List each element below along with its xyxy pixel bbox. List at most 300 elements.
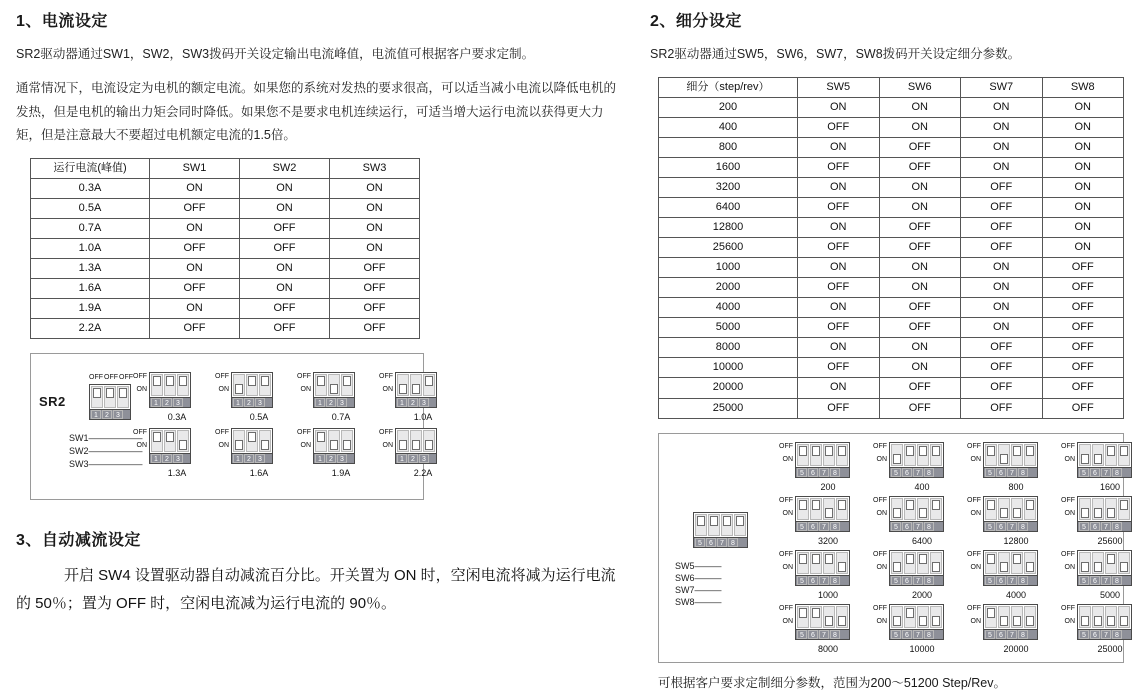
switch-cell-200 [779, 442, 861, 492]
off-label: OFF [967, 550, 981, 558]
dip-switch-channel-8[interactable] [1118, 552, 1130, 574]
table-cell: ON [1042, 137, 1124, 157]
table-cell: 2000 [659, 278, 798, 298]
dip-switch-channel-2[interactable] [246, 374, 258, 396]
dip-switch-channel-1[interactable] [315, 374, 327, 396]
dip-switch-channel-6[interactable] [1092, 444, 1104, 466]
dip-switch-lever [919, 508, 927, 518]
dip-switch-body [983, 550, 1038, 576]
table-cell: OFF [961, 398, 1043, 418]
switch-caption: 1.9A [331, 468, 351, 479]
dip-switch-channel-6[interactable] [904, 606, 916, 628]
on-label: ON [782, 509, 793, 517]
dip-switch-channel-7[interactable] [1105, 444, 1117, 466]
dip-switch-channel-8[interactable] [1024, 498, 1036, 520]
dip-switch-lever [1013, 446, 1021, 456]
dip-switch[interactable] [1077, 442, 1132, 478]
dip-switch-lever [799, 500, 807, 510]
dip-switch-number: 8 [1112, 630, 1122, 639]
dip-switch-channel-1[interactable] [151, 374, 163, 396]
dip-switch-numbers [983, 468, 1038, 478]
dip-switch-channel-1[interactable] [151, 430, 163, 452]
switch-row [133, 372, 451, 423]
current-table [30, 158, 420, 339]
dip-switch[interactable] [1077, 550, 1132, 586]
off-label: OFF [1061, 496, 1075, 504]
dip-switch[interactable] [231, 428, 273, 464]
dip-switch-channel-5[interactable] [797, 444, 809, 466]
dip-switch-channel-8[interactable] [1118, 444, 1130, 466]
dip-switch-channel-5[interactable] [891, 606, 903, 628]
dip-switch-channel-7[interactable] [823, 444, 835, 466]
dip-switch-body [313, 372, 355, 398]
dip-switch-channel-8[interactable] [1024, 552, 1036, 574]
table-cell: OFF [879, 318, 961, 338]
table-cell: ON [240, 279, 330, 299]
dip-switch-number: 5 [891, 630, 901, 639]
dip-switch-numbers [231, 454, 273, 464]
dip-switch-channel-7[interactable] [1105, 498, 1117, 520]
dip-switch-number: 3 [337, 398, 347, 407]
dip-switch-lever [179, 440, 187, 450]
dip-switch-lever [1081, 562, 1089, 572]
table-cell: OFF [879, 398, 961, 418]
dip-switch-lever [248, 432, 256, 442]
dip-switch-channel-1[interactable] [91, 386, 103, 408]
dip-switch-number: 7 [1007, 468, 1017, 477]
dip-switch-channel-3[interactable] [423, 374, 435, 396]
dip-switch-lever [906, 608, 914, 618]
dip-switch[interactable] [1077, 496, 1132, 532]
switch-caption: 1.0A [413, 412, 433, 423]
leader-sw2: SW2—————— [69, 446, 143, 457]
current-switch-grid [133, 372, 451, 484]
dip-switch-channel-5[interactable] [797, 498, 809, 520]
dip-switch-lever [838, 446, 846, 456]
dip-switch-channel-2[interactable] [410, 374, 422, 396]
dip-switch-channel-2[interactable] [328, 430, 340, 452]
switch-cell-1.0A [379, 372, 451, 423]
dip-switch-channel-5[interactable] [891, 552, 903, 574]
dip-switch-lever [697, 516, 705, 526]
switch-cell-8000 [779, 604, 861, 654]
table-row [31, 179, 420, 199]
dip-switch-lever [1107, 508, 1115, 518]
dip-switch-number: 6 [996, 522, 1006, 531]
dip-switch-number: 3 [337, 454, 347, 463]
dip-switch-channel-5[interactable] [1079, 552, 1091, 574]
dip-switch-channel-5[interactable] [985, 606, 997, 628]
section-title-current: 1、电流设定 [16, 13, 108, 30]
dip-switch-channel-7[interactable] [917, 498, 929, 520]
dip-switch[interactable] [983, 550, 1038, 586]
table-cell: ON [798, 137, 880, 157]
table-cell: ON [961, 298, 1043, 318]
dip-switch-channel-3[interactable] [259, 430, 271, 452]
dip-switch-channel-3[interactable] [341, 430, 353, 452]
dip-switch-body [795, 550, 850, 576]
dip-switch-channel-7[interactable] [1105, 606, 1117, 628]
dip-switch-numbers [395, 398, 437, 408]
dip-switch-lever [987, 608, 995, 618]
table-row [31, 259, 420, 279]
table-cell: OFF [879, 298, 961, 318]
dip-switch-channel-5[interactable] [891, 498, 903, 520]
dip-switch-numbers [983, 576, 1038, 586]
switch-caption: 0.5A [249, 412, 269, 423]
dip-switch-channel-8[interactable] [930, 444, 942, 466]
dip-switch-channel-8[interactable] [836, 498, 848, 520]
dip-switch-lever [812, 500, 820, 510]
table-row [659, 358, 1124, 378]
table-cell: OFF [240, 219, 330, 239]
dip-switch-lever [906, 554, 914, 564]
dip-switch-channel-6[interactable] [1092, 552, 1104, 574]
on-off-labels [1060, 496, 1075, 518]
dip-switch-channel-6[interactable] [810, 444, 822, 466]
on-label: ON [876, 455, 887, 463]
table-row [659, 198, 1124, 218]
dip-switch-channel-6[interactable] [1092, 498, 1104, 520]
off-label: OFF [873, 550, 887, 558]
table-cell: ON [330, 219, 420, 239]
dip-switch-number: 8 [830, 630, 840, 639]
table-row [659, 338, 1124, 358]
dip-switch-channel-2[interactable] [164, 430, 176, 452]
dip-switch[interactable] [983, 442, 1038, 478]
dip-switch-channel-7[interactable] [1105, 552, 1117, 574]
dip-switch-channel-8[interactable] [930, 552, 942, 574]
dip-switch-number: 2 [326, 454, 336, 463]
dip-switch-lever [812, 554, 820, 564]
table-cell: 12800 [659, 218, 798, 238]
dip-switch-channel-3[interactable] [177, 374, 189, 396]
dip-switch-channel-7[interactable] [1011, 552, 1023, 574]
table-cell: ON [798, 338, 880, 358]
dip-switch[interactable] [889, 604, 944, 640]
dip-switch-number: 7 [819, 576, 829, 585]
on-label: ON [1064, 617, 1075, 625]
table-cell: OFF [330, 319, 420, 339]
on-off-labels [872, 550, 887, 572]
dip-switch-number: 2 [244, 454, 254, 463]
dip-switch-channel-1[interactable] [397, 374, 409, 396]
dip-switch-number: 7 [1007, 630, 1017, 639]
dip-switch-channel-8[interactable] [1118, 498, 1130, 520]
on-label: ON [218, 386, 229, 394]
dip-switch-channel-3[interactable] [117, 386, 129, 408]
table-cell: ON [798, 97, 880, 117]
dip-switch[interactable] [231, 372, 273, 408]
dip-switch-channel-5[interactable] [985, 552, 997, 574]
on-label: ON [300, 442, 311, 450]
switch-caption: 1.6A [249, 468, 269, 479]
table-cell: OFF [150, 199, 240, 219]
dip-switch[interactable] [983, 496, 1038, 532]
dip-switch-lever [317, 376, 325, 386]
dip-switch-channel-2[interactable] [104, 386, 116, 408]
current-switch-diagram [30, 353, 433, 500]
dip-switch-body [795, 496, 850, 522]
dip-switch-channel-8[interactable] [1024, 444, 1036, 466]
dip-switch-lever [1120, 500, 1128, 510]
dip-switch-lever [987, 446, 995, 456]
table-cell: 1000 [659, 258, 798, 278]
dip-switch-channel-7[interactable] [823, 552, 835, 574]
dip-switch[interactable] [889, 442, 944, 478]
table-cell: ON [240, 179, 330, 199]
dip-switch[interactable] [795, 604, 850, 640]
table-cell: OFF [240, 239, 330, 259]
dip-switch-channel-3[interactable] [177, 430, 189, 452]
table-cell: 1.0A [31, 239, 150, 259]
dip-switch-channel-7[interactable] [1011, 444, 1023, 466]
dip-switch-channel-5[interactable] [1079, 498, 1091, 520]
dip-switch-channel-6[interactable] [998, 444, 1010, 466]
dip-switch-channel-6[interactable] [998, 552, 1010, 574]
table-cell: OFF [879, 157, 961, 177]
dip-switch-channel-6[interactable] [904, 444, 916, 466]
dip-switch-channel-5[interactable] [891, 444, 903, 466]
dip-switch-channel-1[interactable] [233, 430, 245, 452]
dip-switch-channel-8[interactable] [734, 514, 746, 536]
switch-row [779, 442, 1134, 492]
on-off-labels [872, 496, 887, 518]
table-cell: OFF [879, 378, 961, 398]
table-cell: 1600 [659, 157, 798, 177]
column-header: SW7 [961, 77, 1043, 97]
dip-switch-channel-5[interactable] [797, 606, 809, 628]
dip-switch-channel-5[interactable] [1079, 606, 1091, 628]
dip-switch-channel-1[interactable] [397, 430, 409, 452]
dip-switch-channel-7[interactable] [823, 606, 835, 628]
dip-switch-numbers [889, 522, 944, 532]
table-cell: OFF [1042, 358, 1124, 378]
dip-switch-channel-5[interactable] [985, 444, 997, 466]
dip-switch-channel-8[interactable] [1118, 606, 1130, 628]
on-off-labels [132, 372, 147, 394]
dip-switch-lever [1094, 616, 1102, 626]
dip-switch-body [149, 372, 191, 398]
dip-switch-channel-6[interactable] [1092, 606, 1104, 628]
dip-switch-channel-6[interactable] [810, 498, 822, 520]
dip-switch-number: 8 [1018, 576, 1028, 585]
dip-switch-numbers [313, 398, 355, 408]
dip-switch-number: 2 [244, 398, 254, 407]
off-label: OFF [779, 442, 793, 450]
table-cell: OFF [1042, 378, 1124, 398]
dip-switch-channel-6[interactable] [708, 514, 720, 536]
dip-switch-lever [1081, 454, 1089, 464]
table-cell: ON [1042, 198, 1124, 218]
dip-switch-number: 8 [924, 468, 934, 477]
dip-switch-channel-7[interactable] [917, 444, 929, 466]
dip-switch-channel-7[interactable] [1011, 606, 1023, 628]
dip-switch-number: 2 [408, 454, 418, 463]
dip-switch-channel-7[interactable] [823, 498, 835, 520]
dip-switch-lever [1094, 508, 1102, 518]
table-cell: 200 [659, 97, 798, 117]
dip-switch[interactable] [149, 372, 191, 408]
dip-switch-lever [1026, 562, 1034, 572]
dip-switch-channel-5[interactable] [1079, 444, 1091, 466]
dip-switch-number: 3 [173, 454, 183, 463]
section-current-setting [16, 8, 616, 500]
dip-switch[interactable] [313, 428, 355, 464]
table-cell: OFF [961, 238, 1043, 258]
on-off-labels [378, 428, 393, 450]
dip-switch-number: 5 [1079, 522, 1089, 531]
table-cell: 1.9A [31, 299, 150, 319]
switch-cell-10000 [873, 604, 955, 654]
dip-switch-channel-1[interactable] [315, 430, 327, 452]
dip-switch[interactable] [795, 442, 850, 478]
dip-switch-number: 3 [419, 454, 429, 463]
dip-switch-lever [919, 616, 927, 626]
dip-switch-number: 5 [985, 468, 995, 477]
dip-switch-channel-6[interactable] [810, 552, 822, 574]
table-cell: OFF [1042, 258, 1124, 278]
table-cell: ON [240, 199, 330, 219]
dip-switch-channel-6[interactable] [904, 552, 916, 574]
dip-switch-channel-7[interactable] [1011, 498, 1023, 520]
table-cell: ON [961, 318, 1043, 338]
switch-cell-0.7A [297, 372, 369, 423]
table-row [659, 177, 1124, 197]
dip-switch[interactable] [1077, 604, 1132, 640]
dip-switch-lever [1107, 446, 1115, 456]
dip-switch-number: 7 [819, 468, 829, 477]
table-cell: OFF [1042, 278, 1124, 298]
dip-switch-channel-8[interactable] [1024, 606, 1036, 628]
dip-switch-channel-3[interactable] [259, 374, 271, 396]
dip-switch-lever [1081, 508, 1089, 518]
dip-switch[interactable] [983, 604, 1038, 640]
dip-switch[interactable] [313, 372, 355, 408]
dip-switch-channel-2[interactable] [410, 430, 422, 452]
column-header: 运行电流(峰值) [31, 159, 150, 179]
dip-switch-lever [1120, 446, 1128, 456]
dip-switch-number: 8 [1018, 522, 1028, 531]
switch-row [779, 496, 1134, 546]
dip-switch-number: 6 [808, 468, 818, 477]
table-row [659, 238, 1124, 258]
table-row [31, 239, 420, 259]
section-title-autocurrent: 3、自动减流设定 [16, 532, 141, 549]
dip-switch-channel-8[interactable] [930, 498, 942, 520]
off-label: OFF [1061, 550, 1075, 558]
dip-switch-channel-3[interactable] [423, 430, 435, 452]
dip-switch-channel-8[interactable] [930, 606, 942, 628]
column-header: SW5 [798, 77, 880, 97]
dip-switch-channel-6[interactable] [904, 498, 916, 520]
dip-switch-numbers [89, 410, 131, 420]
dip-switch-number: 6 [996, 630, 1006, 639]
dip-switch[interactable] [889, 496, 944, 532]
dip-switch-lever [723, 516, 731, 526]
dip-switch-numbers [795, 576, 850, 586]
table-cell: 6400 [659, 198, 798, 218]
dip-switch-channel-6[interactable] [810, 606, 822, 628]
dip-switch[interactable] [693, 512, 748, 548]
switch-caption: 1.3A [167, 468, 187, 479]
dip-switch-lever [412, 440, 420, 450]
dip-switch-number: 2 [162, 398, 172, 407]
dip-switch-lever [1107, 616, 1115, 626]
dip-switch-channel-7[interactable] [917, 552, 929, 574]
dip-switch-number: 7 [1007, 576, 1017, 585]
dip-switch-body [889, 496, 944, 522]
dip-switch[interactable] [89, 384, 131, 420]
dip-switch[interactable] [795, 550, 850, 586]
dip-switch[interactable] [795, 496, 850, 532]
table-cell: 3200 [659, 177, 798, 197]
off-label: OFF [779, 550, 793, 558]
table-cell: ON [961, 137, 1043, 157]
dip-switch-lever [825, 446, 833, 456]
dip-switch[interactable] [395, 372, 437, 408]
dip-switch-channel-3[interactable] [341, 374, 353, 396]
dip-switch-lever [1000, 616, 1008, 626]
table-cell: ON [879, 177, 961, 197]
dip-switch-number: 5 [1079, 630, 1089, 639]
dip-switch[interactable] [149, 428, 191, 464]
dip-switch[interactable] [889, 550, 944, 586]
dip-switch[interactable] [395, 428, 437, 464]
dip-switch-channel-8[interactable] [836, 444, 848, 466]
table-cell: ON [798, 177, 880, 197]
dip-switch-body [395, 428, 437, 454]
switch-caption: 25600 [1097, 535, 1123, 546]
dip-switch-channel-2[interactable] [164, 374, 176, 396]
dip-switch-body [1077, 442, 1132, 468]
off-label: OFF [779, 604, 793, 612]
dip-switch-channel-5[interactable] [985, 498, 997, 520]
dip-switch-channel-5[interactable] [797, 552, 809, 574]
dip-switch-body [889, 604, 944, 630]
table-cell: ON [150, 259, 240, 279]
dip-switch-lever [932, 562, 940, 572]
switch-caption: 12800 [1003, 535, 1029, 546]
dip-switch-channel-8[interactable] [836, 606, 848, 628]
dip-switch-channel-6[interactable] [998, 498, 1010, 520]
dip-switch-number: 6 [808, 630, 818, 639]
dip-switch-number: 6 [808, 522, 818, 531]
dip-switch-body [983, 442, 1038, 468]
dip-switch-number: 3 [419, 398, 429, 407]
dip-switch-channel-6[interactable] [998, 606, 1010, 628]
dip-switch-number: 1 [397, 398, 407, 407]
dip-switch-lever [710, 516, 718, 526]
dip-switch-channel-7[interactable] [917, 606, 929, 628]
on-label: ON [1064, 563, 1075, 571]
dip-switch-channel-7[interactable] [721, 514, 733, 536]
table-row [659, 157, 1124, 177]
dip-switch-lever [893, 508, 901, 518]
dip-switch-channel-8[interactable] [836, 552, 848, 574]
dip-switch-channel-5[interactable] [695, 514, 707, 536]
dip-switch-lever [1026, 616, 1034, 626]
on-label: ON [382, 386, 393, 394]
dip-switch-lever [399, 440, 407, 450]
switch-cell-0.3A [133, 372, 205, 423]
table-cell: ON [1042, 218, 1124, 238]
dip-switch-channel-2[interactable] [246, 430, 258, 452]
dip-switch-channel-1[interactable] [233, 374, 245, 396]
section-microstep-setting [650, 8, 1123, 691]
dip-switch-numbers [795, 630, 850, 640]
dip-switch-channel-2[interactable] [328, 374, 340, 396]
